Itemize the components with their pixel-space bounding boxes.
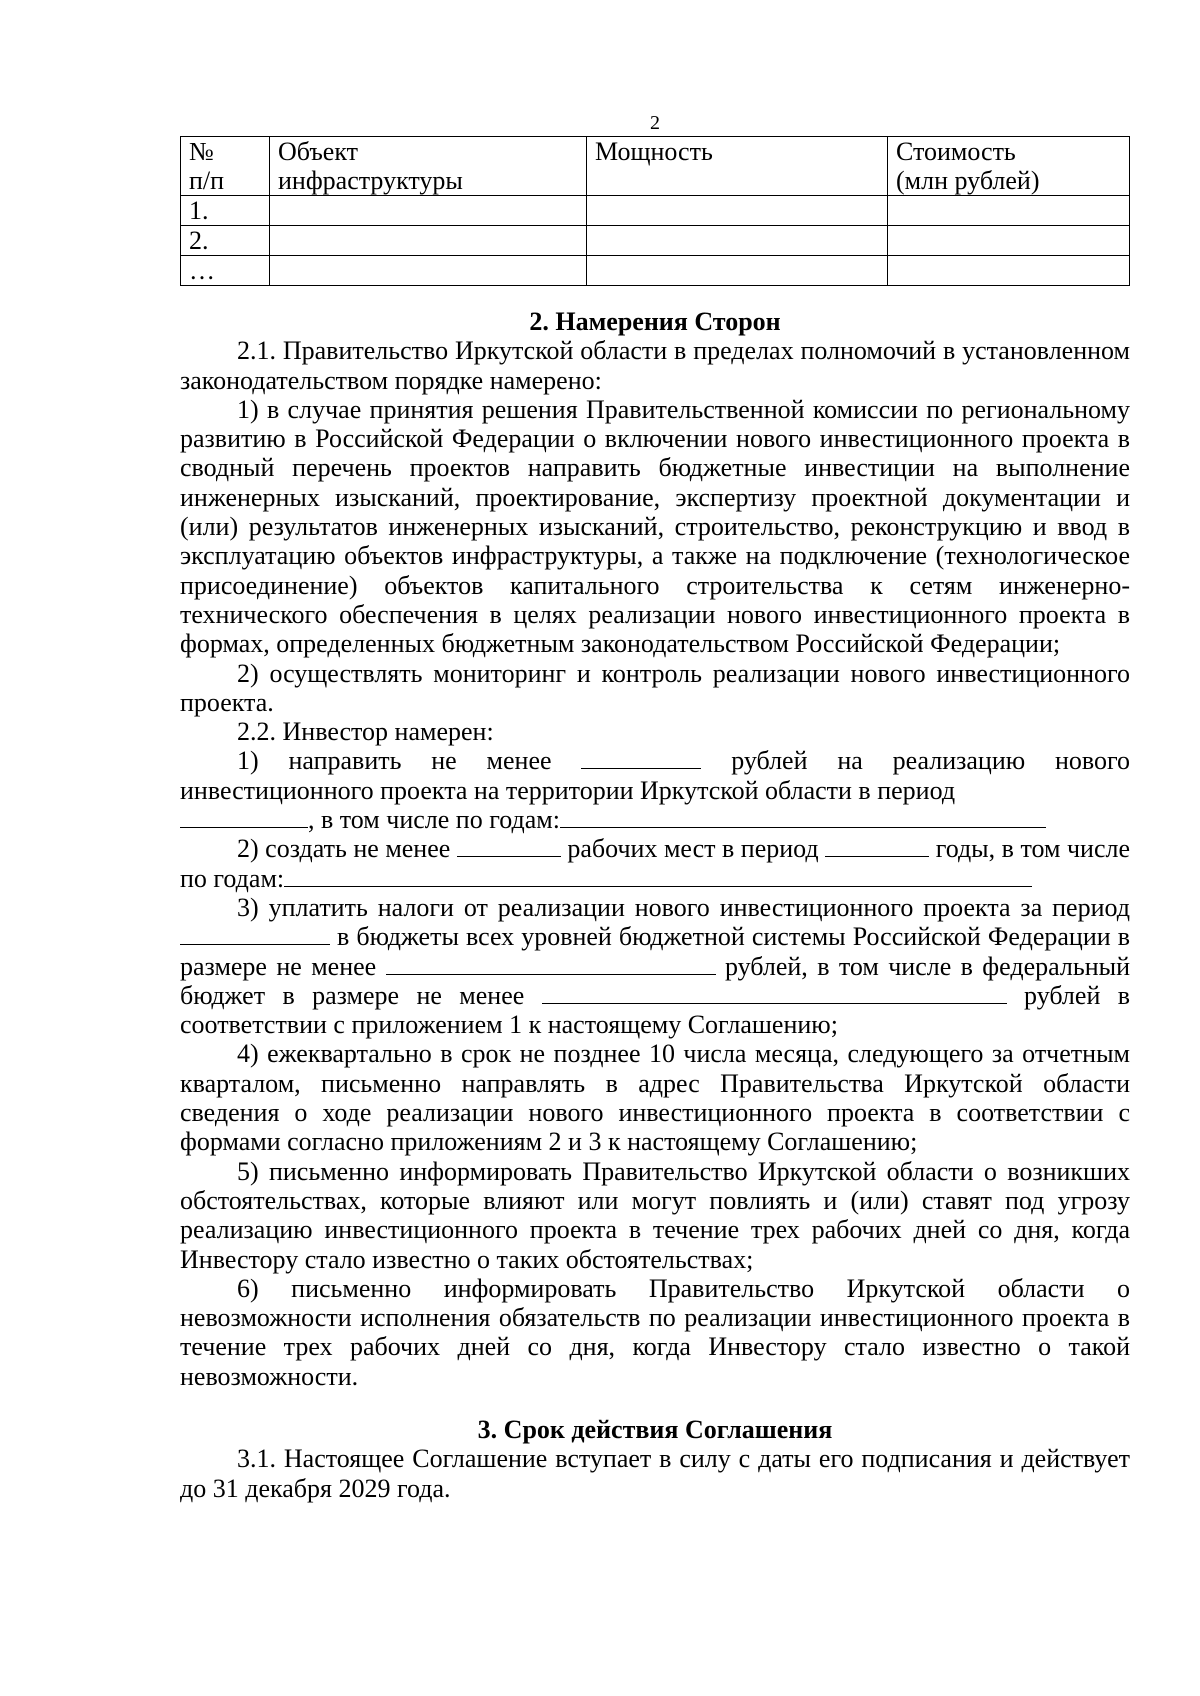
section-3-title: 3. Срок действия Соглашения [477, 1414, 833, 1444]
header-number [181, 137, 270, 196]
paragraph-2-1: 2.1. Правительство Иркутской области в пределах полномочий в установленном законодательством порядке намерено: [180, 336, 1130, 395]
table-cell [587, 226, 888, 256]
table-cell [888, 196, 1130, 226]
blank-amount [581, 746, 701, 769]
table-cell: 2. [181, 226, 270, 256]
table-cell [270, 256, 587, 286]
table-row [181, 256, 1130, 286]
blank-tax-period [180, 922, 330, 945]
paragraph-2-2-3-part-a: 3) уплатить налоги от реализации нового инвестиционного проекта за период [237, 892, 1130, 922]
blank-federal-amount [542, 981, 1007, 1004]
table-header-row [181, 137, 1130, 196]
paragraph-2-2-4: 4) ежеквартально в срок не позднее 10 числа месяца, следующего за отчетным кварталом, письменно направлять в адрес Правительства Иркутской области сведения о ходе реализации нового инвестиционного проекта в соответствии с формами согласно приложениям 2 и 3 к настоящему Соглашению; [180, 1039, 1130, 1157]
document-body [180, 307, 1130, 1503]
paragraph-2-2-2-part-a: 2) создать не менее [237, 834, 451, 864]
header-number-text: № п/п [189, 137, 225, 195]
paragraph-2-2-3 [180, 893, 1130, 1039]
paragraph-2-2-3-part-d: рублей в соответствии с приложением 1 к настоящему Соглашению; [180, 980, 1131, 1040]
paragraph-2-2-6: 6) письменно информировать Правительство Иркутской области о невозможности исполнения обязательств по реализации инвестиционного проекта в течение трех рабочих дней со дня, когда Инвестору стало известно о такой невозможности. [180, 1273, 1130, 1391]
paragraph-2-2-3-part-b: в бюджеты всех уровней бюджетной системы Российской Федерации в размере не менее [180, 922, 1130, 981]
header-cost-text: Стоимость (млн рублей) [896, 137, 1040, 195]
paragraph-2-2-1 [180, 746, 1130, 834]
section-2-title: 2. Намерения Сторон [529, 307, 781, 336]
table-cell: … [181, 256, 270, 286]
header-object-text: Объект инфраструктуры [278, 137, 463, 195]
section-spacer [180, 1391, 1130, 1415]
paragraph-2-2: 2.2. Инвестор намерен: [237, 717, 494, 747]
paragraph-2-2-2-part-c: годы, в том числе по годам: [180, 834, 1130, 893]
table-row [181, 196, 1130, 226]
table-cell: 1. [181, 196, 270, 226]
blank-jobs-period [825, 834, 929, 857]
paragraph-2-1-1: 1) в случае принятия решения Правительственной комиссии по региональному развитию в Российской Федерации о включении нового инвестиционного проекта в сводный перечень проектов направить бюджетные инвестиции на выполнение инженерных изысканий, проектирование, экспертизу проектной документации и (или) результатов инженерных изысканий, строительство, реконструкцию и ввод в эксплуатацию объектов инфраструктуры, а также на подключение (технологическое присоединение) объектов капитального строительства к сетям инженерно-технического обеспечения в целях реализации нового инвестиционного проекта в формах, определенных бюджетным законодательством Российской Федерации; [180, 394, 1130, 659]
blank-period [180, 805, 308, 828]
table-cell [270, 226, 587, 256]
paragraph-2-2-2-part-b: рабочих мест в период [567, 834, 819, 864]
paragraph-2-2-1-part-a: 1) направить не менее [237, 746, 552, 776]
infrastructure-table [180, 136, 1130, 286]
blank-jobs-years [284, 864, 1032, 887]
page-number: 2 [650, 112, 660, 134]
paragraph-2-2-3-part-c: рублей, в том числе в федеральный бюджет в размере не менее [180, 951, 1131, 1010]
table-cell [888, 226, 1130, 256]
blank-jobs [457, 834, 561, 857]
header-object [270, 137, 587, 196]
blank-tax-amount [386, 952, 716, 975]
table-cell [587, 256, 888, 286]
paragraph-3-1: 3.1. Настоящее Соглашение вступает в силу с даты его подписания и действует до 31 декабря 2029 года. [180, 1444, 1130, 1503]
table-row [181, 226, 1130, 256]
table-cell [587, 196, 888, 226]
paragraph-2-1-2: 2) осуществлять мониторинг и контроль реализации нового инвестиционного проекта. [180, 658, 1130, 717]
header-capacity-text: Мощность [595, 137, 713, 166]
blank-years [560, 805, 1046, 828]
paragraph-2-2-5: 5) письменно информировать Правительство Иркутской области о возникших обстоятельствах, которые влияют или могут повлиять и (или) ставят под угрозу реализацию инвестиционного проекта в течение трех рабочих дней со дня, когда Инвестору стало известно о таких обстоятельствах; [180, 1156, 1130, 1274]
header-capacity [587, 137, 888, 196]
table-cell [888, 256, 1130, 286]
paragraph-2-2-1-part-b: рублей на реализацию нового инвестиционного проекта на территории Иркутской области в период [180, 746, 1131, 805]
table-cell [270, 196, 587, 226]
header-cost [888, 137, 1130, 196]
paragraph-2-2-1-part-c: , в том числе по годам: [308, 805, 560, 835]
paragraph-2-2-2 [180, 834, 1130, 893]
